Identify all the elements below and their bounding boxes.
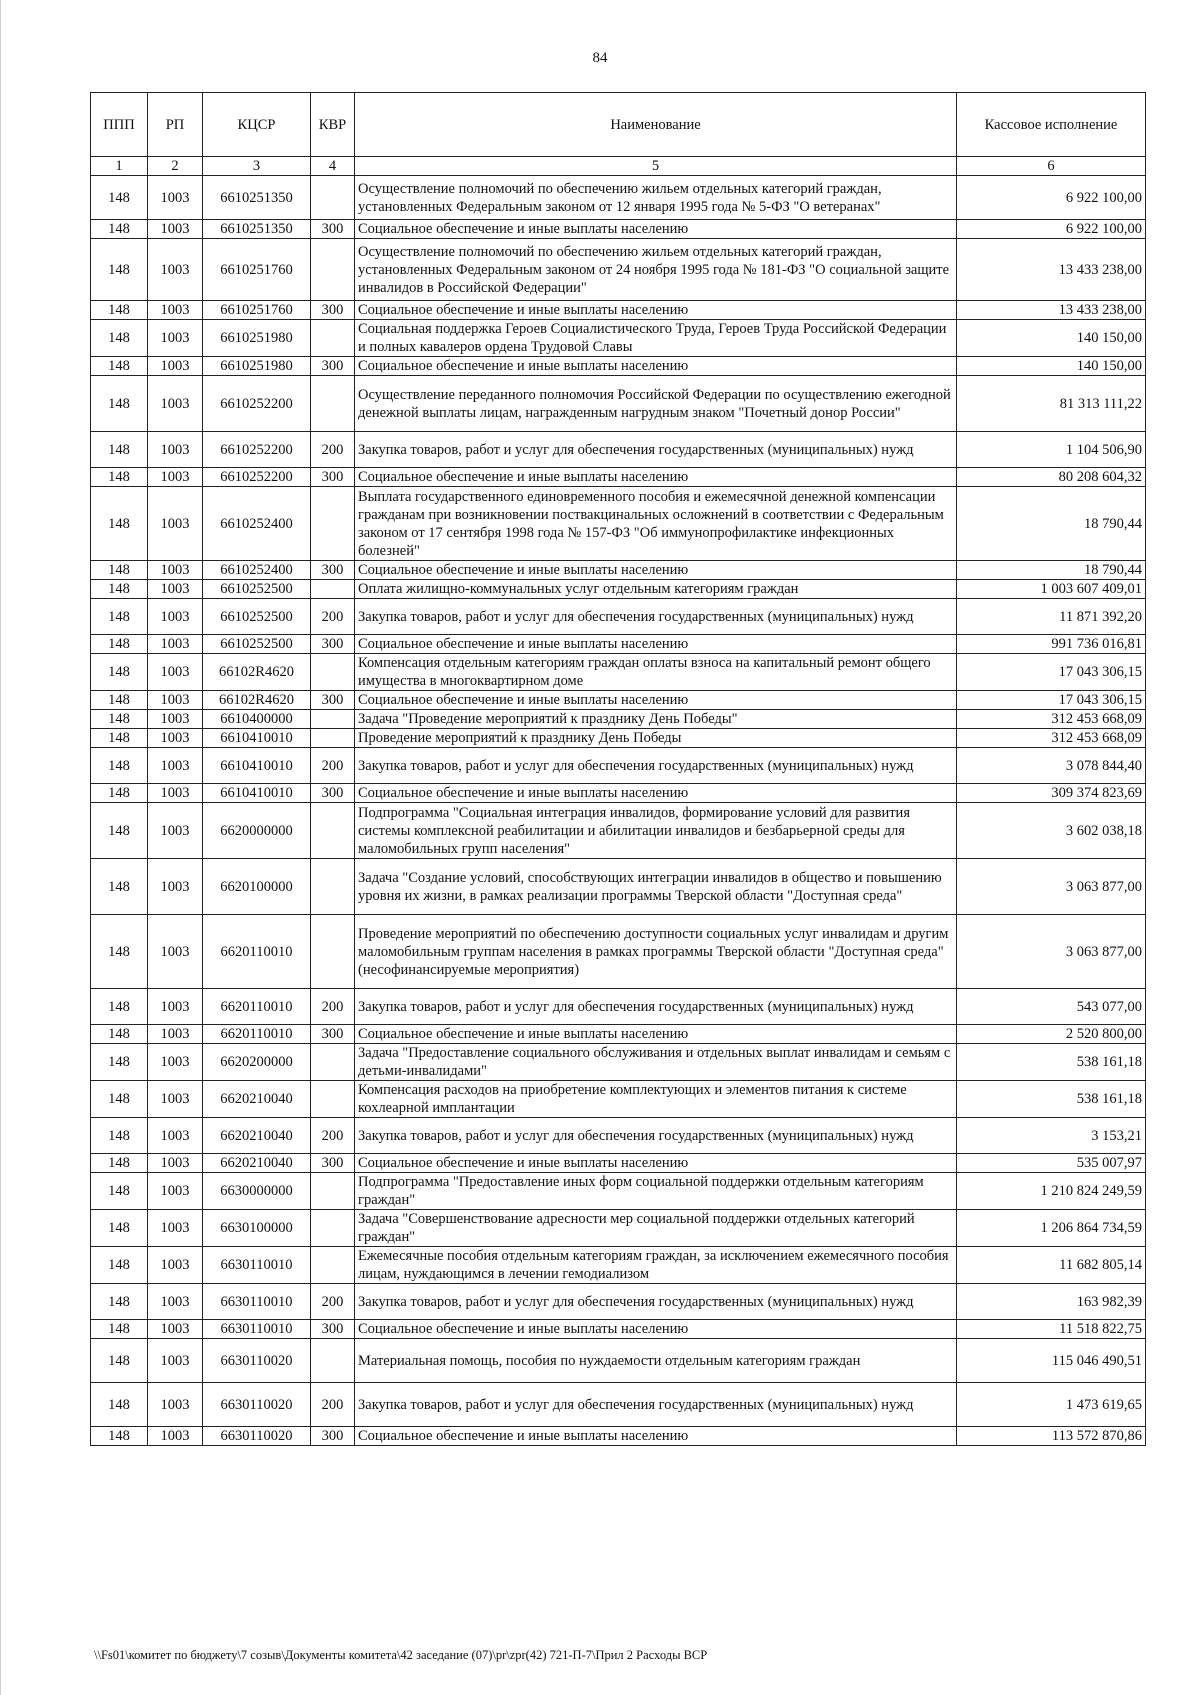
cell-ppp: 148 [91,220,148,239]
cell-kcsr: 6610252400 [203,561,311,580]
cell-kvr [311,1081,355,1118]
cell-ppp: 148 [91,1154,148,1173]
cell-rp: 1003 [148,1247,203,1284]
cell-rp: 1003 [148,784,203,803]
cell-sum: 13 433 238,00 [957,301,1146,320]
table-row [91,1118,1146,1154]
cell-kcsr: 6630110020 [203,1383,311,1427]
cell-kvr: 200 [311,748,355,784]
cell-ppp: 148 [91,989,148,1025]
column-number: 4 [311,157,355,176]
cell-kvr: 200 [311,1118,355,1154]
cell-kcsr: 6610251980 [203,357,311,376]
cell-kvr: 200 [311,989,355,1025]
cell-kcsr: 6610251350 [203,176,311,220]
table-row [91,468,1146,487]
cell-kvr: 300 [311,301,355,320]
table-row [91,654,1146,691]
cell-kvr: 300 [311,784,355,803]
cell-kcsr: 6610252500 [203,599,311,635]
cell-rp: 1003 [148,1383,203,1427]
cell-kcsr: 6620210040 [203,1154,311,1173]
cell-name: Социальное обеспечение и иные выплаты населению [355,561,957,580]
cell-rp: 1003 [148,1118,203,1154]
cell-name: Социальное обеспечение и иные выплаты населению [355,1427,957,1446]
cell-kvr [311,803,355,859]
cell-kcsr: 6630110010 [203,1284,311,1320]
cell-name: Компенсация отдельным категориям граждан оплаты взноса на капитальный ремонт общего имущества в многоквартирном доме [355,654,957,691]
cell-rp: 1003 [148,220,203,239]
cell-name: Осуществление переданного полномочия Российской Федерации по осуществлению ежегодной денежной выплаты лицам, награжденным нагрудным знаком "Почетный донор России" [355,376,957,432]
cell-ppp: 148 [91,859,148,915]
cell-ppp: 148 [91,635,148,654]
cell-rp: 1003 [148,580,203,599]
cell-name: Компенсация расходов на приобретение комплектующих и элементов питания к системе кохлеарной имплантации [355,1081,957,1118]
cell-sum: 538 161,18 [957,1044,1146,1081]
cell-kvr [311,654,355,691]
cell-ppp: 148 [91,784,148,803]
cell-ppp: 148 [91,1044,148,1081]
table-row [91,748,1146,784]
cell-kcsr: 6620000000 [203,803,311,859]
cell-sum: 538 161,18 [957,1081,1146,1118]
footer-file-path: \\Fs01\комитет по бюджету\7 созыв\Документы комитета\42 заседание (07)\pr\zpr(42) 721-П-7\Прил 2 Расходы ВСР [94,1648,708,1662]
cell-rp: 1003 [148,1427,203,1446]
cell-kvr: 200 [311,1383,355,1427]
cell-kcsr: 6610252200 [203,432,311,468]
cell-ppp: 148 [91,357,148,376]
cell-sum: 3 602 038,18 [957,803,1146,859]
cell-sum: 991 736 016,81 [957,635,1146,654]
cell-rp: 1003 [148,989,203,1025]
cell-rp: 1003 [148,1320,203,1339]
cell-rp: 1003 [148,301,203,320]
header-rp: РП [148,93,203,157]
table-row [91,580,1146,599]
cell-sum: 2 520 800,00 [957,1025,1146,1044]
cell-kvr [311,1044,355,1081]
table-row [91,1154,1146,1173]
cell-kcsr: 6610251760 [203,239,311,301]
cell-name: Задача "Предоставление социального обслуживания и отдельных выплат инвалидам и семьям с детьми-инвалидами" [355,1044,957,1081]
cell-kvr: 200 [311,432,355,468]
cell-kcsr: 6610410010 [203,729,311,748]
cell-kcsr: 6620110010 [203,1025,311,1044]
cell-rp: 1003 [148,1210,203,1247]
cell-kcsr: 6620110010 [203,989,311,1025]
cell-kvr [311,487,355,561]
cell-ppp: 148 [91,1173,148,1210]
table-row [91,239,1146,301]
cell-sum: 113 572 870,86 [957,1427,1146,1446]
cell-name: Осуществление полномочий по обеспечению жильем отдельных категорий граждан, установленных Федеральным законом от 12 января 1995 года № 5-ФЗ "О ветеранах" [355,176,957,220]
cell-kvr [311,915,355,989]
cell-name: Подпрограмма "Предоставление иных форм социальной поддержки отдельным категориям граждан" [355,1173,957,1210]
table-row [91,1320,1146,1339]
table-row [91,1044,1146,1081]
cell-sum: 115 046 490,51 [957,1339,1146,1383]
cell-rp: 1003 [148,468,203,487]
cell-kcsr: 6630110020 [203,1427,311,1446]
cell-rp: 1003 [148,561,203,580]
cell-ppp: 148 [91,432,148,468]
cell-sum: 312 453 668,09 [957,729,1146,748]
table-row [91,561,1146,580]
cell-rp: 1003 [148,1173,203,1210]
table-row [91,599,1146,635]
cell-name: Закупка товаров, работ и услуг для обеспечения государственных (муниципальных) нужд [355,1118,957,1154]
cell-name: Проведение мероприятий к празднику День Победы [355,729,957,748]
cell-kvr: 300 [311,691,355,710]
cell-rp: 1003 [148,1339,203,1383]
cell-name: Закупка товаров, работ и услуг для обеспечения государственных (муниципальных) нужд [355,599,957,635]
table-row [91,1339,1146,1383]
column-number: 6 [957,157,1146,176]
cell-kcsr: 6630110010 [203,1320,311,1339]
cell-name: Социальное обеспечение и иные выплаты населению [355,220,957,239]
cell-ppp: 148 [91,1383,148,1427]
cell-sum: 18 790,44 [957,487,1146,561]
column-number-row [91,157,1146,176]
cell-kcsr: 6610252400 [203,487,311,561]
cell-sum: 312 453 668,09 [957,710,1146,729]
cell-kvr [311,1210,355,1247]
cell-kcsr: 6620210040 [203,1081,311,1118]
cell-name: Подпрограмма "Социальная интеграция инвалидов, формирование условий для развития системы комплексной реабилитации и абилитации инвалидов и безбарьерной среды для маломобильных групп населения" [355,803,957,859]
table-row [91,320,1146,357]
table-row [91,1247,1146,1284]
cell-name: Выплата государственного единовременного пособия и ежемесячной денежной компенсации гражданам при возникновении поствакцинальных осложнений в соответствии с Федеральным законом от 17 сентября 1998 года № 157-ФЗ "Об иммунопрофилактике инфекционных болезней" [355,487,957,561]
table-row [91,691,1146,710]
cell-ppp: 148 [91,1320,148,1339]
cell-sum: 6 922 100,00 [957,176,1146,220]
header-cash-execution: Кассовое исполнение [957,93,1146,157]
cell-rp: 1003 [148,654,203,691]
cell-kcsr: 66102R4620 [203,654,311,691]
cell-kvr: 300 [311,220,355,239]
table-row [91,729,1146,748]
cell-kvr [311,580,355,599]
cell-name: Задача "Создание условий, способствующих интеграции инвалидов в общество и повышению уровня их жизни, в рамках реализации программы Тверской области "Доступная среда" [355,859,957,915]
cell-rp: 1003 [148,376,203,432]
cell-kcsr: 6620210040 [203,1118,311,1154]
cell-sum: 543 077,00 [957,989,1146,1025]
cell-kvr: 300 [311,1427,355,1446]
cell-name: Социальное обеспечение и иные выплаты населению [355,784,957,803]
cell-name: Социальная поддержка Героев Социалистического Труда, Героев Труда Российской Федерации и полных кавалеров ордена Трудовой Славы [355,320,957,357]
cell-sum: 1 206 864 734,59 [957,1210,1146,1247]
cell-ppp: 148 [91,710,148,729]
cell-kvr: 300 [311,1320,355,1339]
cell-rp: 1003 [148,915,203,989]
cell-ppp: 148 [91,1247,148,1284]
cell-kcsr: 6610251980 [203,320,311,357]
cell-sum: 11 871 392,20 [957,599,1146,635]
cell-kvr [311,1339,355,1383]
cell-ppp: 148 [91,803,148,859]
header-kvr: КВР [311,93,355,157]
cell-rp: 1003 [148,748,203,784]
cell-sum: 18 790,44 [957,561,1146,580]
cell-kcsr: 66102R4620 [203,691,311,710]
cell-rp: 1003 [148,729,203,748]
table-body [91,176,1146,1446]
cell-kvr [311,176,355,220]
cell-kcsr: 6610400000 [203,710,311,729]
cell-rp: 1003 [148,599,203,635]
header-kcsr: КЦСР [203,93,311,157]
cell-sum: 3 063 877,00 [957,915,1146,989]
cell-sum: 11 682 805,14 [957,1247,1146,1284]
cell-kvr: 300 [311,357,355,376]
cell-kvr: 300 [311,1154,355,1173]
cell-name: Оплата жилищно-коммунальных услуг отдельным категориям граждан [355,580,957,599]
table-row [91,357,1146,376]
cell-kcsr: 6610252500 [203,580,311,599]
cell-rp: 1003 [148,1025,203,1044]
table-row [91,487,1146,561]
cell-sum: 535 007,97 [957,1154,1146,1173]
cell-kvr [311,320,355,357]
scan-edge-line [0,0,1,1695]
cell-kcsr: 6610251760 [203,301,311,320]
cell-name: Закупка товаров, работ и услуг для обеспечения государственных (муниципальных) нужд [355,432,957,468]
cell-kcsr: 6630100000 [203,1210,311,1247]
table-row [91,176,1146,220]
table-row [91,710,1146,729]
cell-ppp: 148 [91,239,148,301]
cell-kcsr: 6610251350 [203,220,311,239]
cell-kvr [311,376,355,432]
header-ppp: ППП [91,93,148,157]
cell-sum: 81 313 111,22 [957,376,1146,432]
table-row [91,784,1146,803]
cell-sum: 80 208 604,32 [957,468,1146,487]
cell-rp: 1003 [148,320,203,357]
cell-name: Осуществление полномочий по обеспечению жильем отдельных категорий граждан, установленных Федеральным законом от 24 ноября 1995 года № 181-ФЗ "О социальной защите инвалидов в Российской Федерации" [355,239,957,301]
cell-kcsr: 6610252500 [203,635,311,654]
cell-rp: 1003 [148,432,203,468]
cell-sum: 17 043 306,15 [957,691,1146,710]
cell-kvr [311,710,355,729]
cell-name: Проведение мероприятий по обеспечению доступности социальных услуг инвалидам и другим маломобильным группам населения в рамках программы Тверской области "Доступная среда" (несофинансируемые мероприятия) [355,915,957,989]
cell-sum: 1 473 619,65 [957,1383,1146,1427]
column-number: 5 [355,157,957,176]
cell-kcsr: 6630110020 [203,1339,311,1383]
cell-sum: 1 210 824 249,59 [957,1173,1146,1210]
cell-sum: 140 150,00 [957,357,1146,376]
cell-sum: 3 078 844,40 [957,748,1146,784]
cell-sum: 1 104 506,90 [957,432,1146,468]
cell-ppp: 148 [91,487,148,561]
cell-ppp: 148 [91,1339,148,1383]
cell-rp: 1003 [148,710,203,729]
cell-rp: 1003 [148,487,203,561]
cell-sum: 3 063 877,00 [957,859,1146,915]
cell-ppp: 148 [91,176,148,220]
cell-kcsr: 6630110010 [203,1247,311,1284]
table-row [91,1081,1146,1118]
cell-rp: 1003 [148,357,203,376]
cell-name: Социальное обеспечение и иные выплаты населению [355,1320,957,1339]
cell-ppp: 148 [91,468,148,487]
cell-name: Социальное обеспечение и иные выплаты населению [355,635,957,654]
cell-ppp: 148 [91,915,148,989]
cell-kvr: 300 [311,1025,355,1044]
cell-kcsr: 6620100000 [203,859,311,915]
cell-rp: 1003 [148,635,203,654]
cell-name: Ежемесячные пособия отдельным категориям граждан, за исключением ежемесячного пособия лицам, нуждающимся в лечении гемодиализом [355,1247,957,1284]
cell-rp: 1003 [148,1154,203,1173]
cell-ppp: 148 [91,599,148,635]
expenditure-table [90,92,1146,1446]
cell-name: Задача "Проведение мероприятий к празднику День Победы" [355,710,957,729]
cell-kvr: 300 [311,635,355,654]
cell-ppp: 148 [91,1081,148,1118]
table-row [91,803,1146,859]
cell-kcsr: 6630000000 [203,1173,311,1210]
table-row [91,301,1146,320]
table-row [91,220,1146,239]
cell-ppp: 148 [91,748,148,784]
cell-kvr: 300 [311,561,355,580]
cell-name: Социальное обеспечение и иные выплаты населению [355,1154,957,1173]
column-number: 1 [91,157,148,176]
cell-ppp: 148 [91,1118,148,1154]
cell-kcsr: 6610252200 [203,376,311,432]
cell-kcsr: 6620200000 [203,1044,311,1081]
cell-sum: 17 043 306,15 [957,654,1146,691]
cell-rp: 1003 [148,859,203,915]
cell-rp: 1003 [148,1284,203,1320]
cell-kvr [311,859,355,915]
cell-name: Социальное обеспечение и иные выплаты населению [355,468,957,487]
table-row [91,635,1146,654]
cell-ppp: 148 [91,301,148,320]
table-row [91,1173,1146,1210]
cell-sum: 140 150,00 [957,320,1146,357]
cell-kcsr: 6610410010 [203,748,311,784]
cell-name: Социальное обеспечение и иные выплаты населению [355,301,957,320]
cell-name: Социальное обеспечение и иные выплаты населению [355,1025,957,1044]
cell-rp: 1003 [148,239,203,301]
cell-ppp: 148 [91,376,148,432]
table-row [91,859,1146,915]
cell-rp: 1003 [148,691,203,710]
cell-sum: 3 153,21 [957,1118,1146,1154]
cell-kvr [311,1247,355,1284]
table-row [91,1210,1146,1247]
cell-sum: 309 374 823,69 [957,784,1146,803]
cell-kcsr: 6610252200 [203,468,311,487]
cell-rp: 1003 [148,803,203,859]
cell-rp: 1003 [148,1044,203,1081]
cell-name: Задача "Совершенствование адресности мер социальной поддержки отдельных категорий граждан" [355,1210,957,1247]
cell-kvr [311,1173,355,1210]
cell-name: Закупка товаров, работ и услуг для обеспечения государственных (муниципальных) нужд [355,1284,957,1320]
cell-kvr: 200 [311,1284,355,1320]
cell-sum: 6 922 100,00 [957,220,1146,239]
table-row [91,989,1146,1025]
cell-kcsr: 6610410010 [203,784,311,803]
cell-ppp: 148 [91,691,148,710]
header-name: Наименование [355,93,957,157]
cell-ppp: 148 [91,320,148,357]
table-row [91,376,1146,432]
cell-ppp: 148 [91,580,148,599]
cell-sum: 163 982,39 [957,1284,1146,1320]
cell-ppp: 148 [91,1025,148,1044]
column-number: 3 [203,157,311,176]
cell-ppp: 148 [91,1210,148,1247]
table-row [91,915,1146,989]
cell-sum: 13 433 238,00 [957,239,1146,301]
cell-kvr [311,729,355,748]
table-row [91,1427,1146,1446]
cell-ppp: 148 [91,654,148,691]
table-row [91,1284,1146,1320]
cell-name: Закупка товаров, работ и услуг для обеспечения государственных (муниципальных) нужд [355,748,957,784]
column-number: 2 [148,157,203,176]
cell-sum: 1 003 607 409,01 [957,580,1146,599]
table-row [91,432,1146,468]
table-row [91,1383,1146,1427]
cell-ppp: 148 [91,729,148,748]
cell-name: Материальная помощь, пособия по нуждаемости отдельным категориям граждан [355,1339,957,1383]
table-row [91,1025,1146,1044]
page-number: 84 [592,50,608,66]
cell-rp: 1003 [148,176,203,220]
cell-name: Социальное обеспечение и иные выплаты населению [355,691,957,710]
cell-name: Закупка товаров, работ и услуг для обеспечения государственных (муниципальных) нужд [355,989,957,1025]
cell-ppp: 148 [91,1284,148,1320]
cell-name: Социальное обеспечение и иные выплаты населению [355,357,957,376]
cell-ppp: 148 [91,1427,148,1446]
cell-kvr: 300 [311,468,355,487]
cell-kvr: 200 [311,599,355,635]
table-header-row [91,93,1146,157]
cell-ppp: 148 [91,561,148,580]
cell-kvr [311,239,355,301]
cell-name: Закупка товаров, работ и услуг для обеспечения государственных (муниципальных) нужд [355,1383,957,1427]
cell-kcsr: 6620110010 [203,915,311,989]
cell-sum: 11 518 822,75 [957,1320,1146,1339]
cell-rp: 1003 [148,1081,203,1118]
